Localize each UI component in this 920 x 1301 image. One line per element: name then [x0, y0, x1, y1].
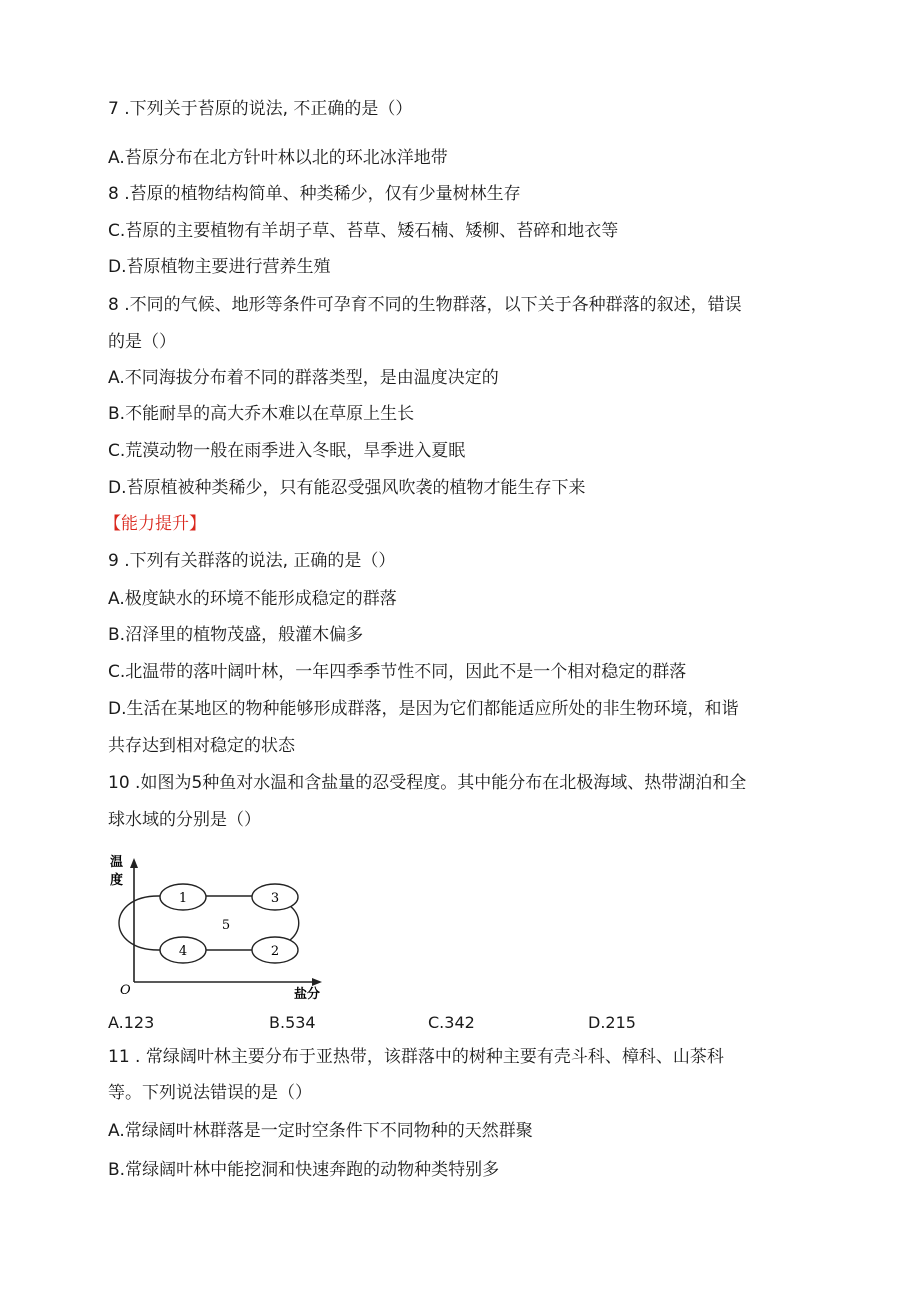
q9-option-c: C.北温带的落叶阔叶林，一年四季季节性不同，因此不是一个相对稳定的群落	[108, 662, 687, 682]
q7-option-c: C.苔原的主要植物有羊胡子草、苔草、矮石楠、矮柳、苔碎和地衣等	[108, 221, 619, 241]
q7-option-b: 8 .苔原的植物结构简单、种类稀少，仅有少量树林生存	[108, 184, 521, 204]
q9-option-a: A.极度缺水的环境不能形成稳定的群落	[108, 589, 397, 609]
q9-option-d-line2: 共存达到相对稳定的状态	[108, 736, 295, 756]
q10-option-d: D.215	[588, 1013, 636, 1032]
region-label-1: 1	[178, 891, 188, 906]
q10-stem-line2: 球水域的分别是（）	[108, 810, 261, 830]
q11-option-b: B.常绿阔叶林中能挖洞和快速奔跑的动物种类特别多	[108, 1160, 500, 1180]
q11-stem-line2: 等。下列说法错误的是（）	[108, 1083, 312, 1103]
y-axis-label-2: 度	[110, 873, 124, 888]
q8-stem-line1: 8 .不同的气候、地形等条件可孕育不同的生物群落，以下关于各种群落的叙述，错误	[108, 295, 742, 315]
q10-stem-line1: 10 .如图为5种鱼对水温和含盐量的忍受程度。其中能分布在北极海域、热带湖泊和全	[108, 773, 747, 793]
q8-option-b: B.不能耐旱的高大乔木难以在草原上生长	[108, 404, 415, 424]
q9-option-d-line1: D.生活在某地区的物种能够形成群落，是因为它们都能适应所处的非生物环境，和谐	[108, 699, 739, 719]
region-label-2: 2	[270, 944, 280, 959]
q7-stem: 7 .下列关于苔原的说法, 不正确的是（）	[108, 99, 413, 119]
q8-stem-line2: 的是（）	[108, 332, 176, 352]
x-axis-label: 盐分	[294, 987, 321, 1002]
q11-stem-line1: 11 . 常绿阔叶林主要分布于亚热带，该群落中的树种主要有壳斗科、樟科、山茶科	[108, 1047, 724, 1067]
origin-label: O	[120, 983, 131, 998]
y-axis-arrow	[130, 858, 138, 868]
q9-stem: 9 .下列有关群落的说法, 正确的是（）	[108, 551, 396, 571]
y-axis-label-1: 温	[110, 855, 124, 870]
section-heading: 【能力提升】	[104, 514, 206, 534]
region-label-4: 4	[178, 944, 188, 959]
q10-option-c: C.342	[428, 1013, 475, 1032]
x-axis-arrow	[312, 978, 322, 986]
q8-option-c: C.荒漠动物一般在雨季进入冬眠，旱季进入夏眠	[108, 441, 466, 461]
q7-option-d: D.苔原植物主要进行营养生殖	[108, 257, 331, 277]
q9-option-b: B.沼泽里的植物茂盛，般灌木偏多	[108, 625, 364, 645]
q10-option-b: B.534	[269, 1013, 316, 1032]
region-label-3: 3	[270, 891, 280, 906]
fish-tolerance-diagram	[108, 852, 338, 1002]
q10-option-a: A.123	[108, 1013, 155, 1032]
q8-option-a: A.不同海拔分布着不同的群落类型，是由温度决定的	[108, 368, 499, 388]
region-label-5: 5	[221, 918, 231, 933]
q11-option-a: A.常绿阔叶林群落是一定时空条件下不同物种的天然群聚	[108, 1121, 533, 1141]
q7-option-a: A.苔原分布在北方针叶林以北的环北冰洋地带	[108, 148, 448, 168]
q8-option-d: D.苔原植被种类稀少，只有能忍受强风吹袭的植物才能生存下来	[108, 478, 586, 498]
